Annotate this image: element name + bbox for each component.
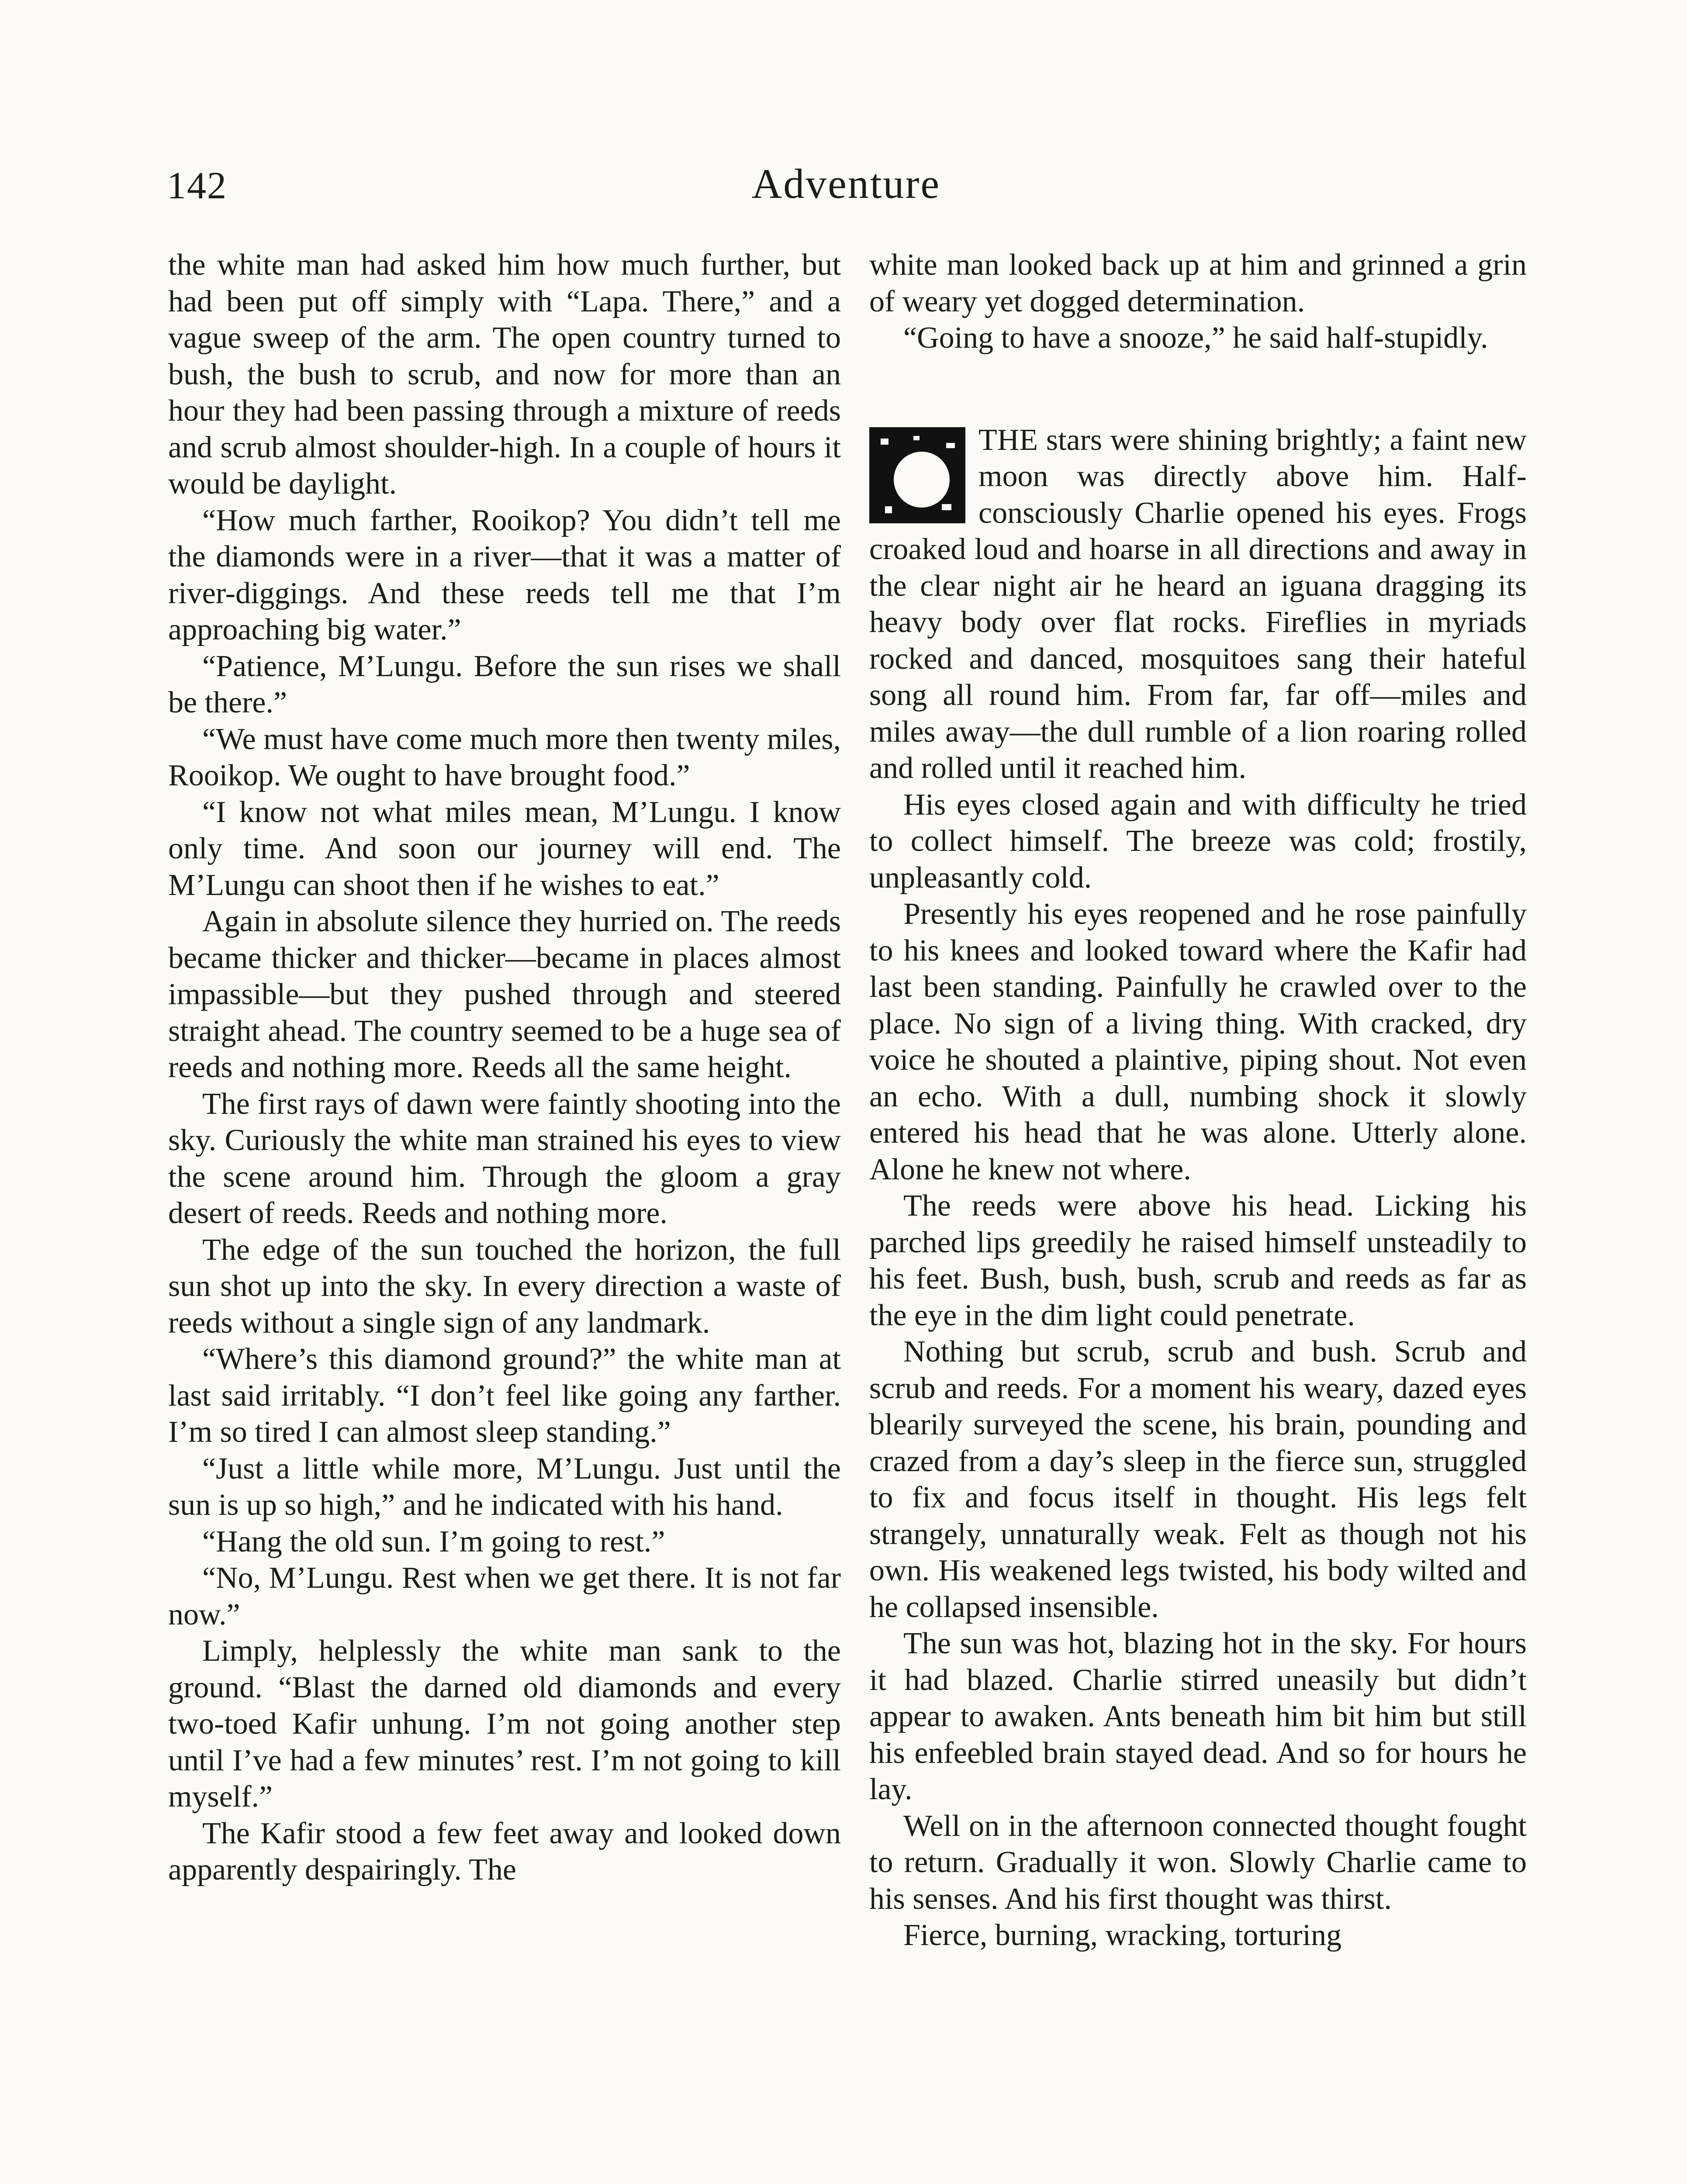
- paragraph: [168, 903, 841, 1086]
- paragraph: [869, 896, 1527, 1188]
- paragraph-text: “No, M’Lungu. Rest when we get there. It is not far now.”: [168, 1561, 841, 1631]
- paragraph: [168, 1086, 841, 1232]
- paragraph: [168, 502, 841, 648]
- page-header: [167, 155, 1525, 221]
- paragraph: [869, 1334, 1527, 1625]
- paragraph-text: Again in absolute silence they hurried on. The reeds became thicker and thicker—became in places almost impassible—but they pushed through and steered straight ahead. The country seemed to be a huge sea of reeds and nothing more. Reeds all the same height.: [168, 905, 841, 1084]
- paragraph: [168, 1633, 841, 1815]
- paragraph: [168, 1451, 841, 1524]
- left-column: [168, 247, 841, 1888]
- paragraph-text: Well on in the afternoon connected thought fought to return. Gradually it won. Slowly Charlie came to his senses. And his first thought was thirst.: [869, 1809, 1527, 1916]
- paragraph-text: The reeds were above his head. Licking his parched lips greedily he raised himself unsteadily to his feet. Bush, bush, bush, scrub and reeds as far as the eye in the dim light could penetrate.: [869, 1189, 1527, 1332]
- paragraph-text: His eyes closed again and with difficulty he tried to collect himself. The breeze was cold; frostily, unpleasantly cold.: [869, 788, 1527, 895]
- page-number: 142: [167, 165, 227, 207]
- paragraph-text: The Kafir stood a few feet away and looked down apparently despairingly. The: [168, 1816, 841, 1887]
- paragraph-text: The edge of the sun touched the horizon, the full sun shot up into the sky. In every direction a waste of reeds without a single sign of any landmark.: [168, 1233, 841, 1340]
- paragraph-text: “Where’s this diamond ground?” the white man at last said irritably. “I don’t feel like going any farther. I’m so tired I can almost sleep standing.”: [168, 1342, 841, 1449]
- paragraph-text: “Patience, M’Lungu. Before the sun rises we shall be there.”: [168, 649, 841, 719]
- paragraph-text: Presently his eyes reopened and he rose painfully to his knees and looked toward where the Kafir had last been standing. Painfully he crawled over to the place. No sign of a living thing. With cracked, dry voice he shouted a plaintive, piping shout. Not even an echo. With a dull, numbing shock it slowly entered his head that he was alone. Utterly alone. Alone he knew not where.: [869, 897, 1527, 1186]
- paragraph: [869, 1808, 1527, 1918]
- paragraph-text: Nothing but scrub, scrub and bush. Scrub and scrub and reeds. For a moment his weary, dazed eyes blearily surveyed the scene, his brain, pounding and crazed from a day’s sleep in the fierce sun, struggled to fix and focus itself in thought. His legs felt strangely, unnaturally weak. Felt as though not his own. His weakened legs twisted, his body wilted and he collapsed insensible.: [869, 1335, 1527, 1624]
- paragraph: [168, 721, 841, 794]
- paragraph-text: “Just a little while more, M’Lungu. Just until the sun is up so high,” and he indicated with his hand.: [168, 1451, 841, 1522]
- paragraph: [869, 1188, 1527, 1334]
- paragraph-text: “Hang the old sun. I’m going to rest.”: [202, 1524, 665, 1559]
- paragraph: [869, 1625, 1527, 1808]
- paragraph: [168, 794, 841, 904]
- paragraph: [168, 1341, 841, 1451]
- paragraph: [168, 1815, 841, 1888]
- paragraph-text: “Going to have a snooze,” he said half-stupidly.: [903, 321, 1488, 355]
- paragraph-text: The first rays of dawn were faintly shooting into the sky. Curiously the white man strained his eyes to view the scene around him. Through the gloom a gray desert of reeds. Reeds and nothing more.: [168, 1087, 841, 1230]
- paragraph-text: THE stars were shining brightly; a faint new moon was directly above him. Half-consciously Charlie opened his eyes. Frogs croaked loud and hoarse in all directions and away in the clear night air he heard an iguana dragging its heavy body over flat rocks. Fireflies in myriads rocked and danced, mosquitoes sang their hateful song all round him. From far, far off—miles and miles away—the dull rumble of a lion roaring rolled and rolled until it reached him.: [869, 423, 1527, 785]
- right-column: [869, 247, 1527, 1954]
- paragraph: [168, 1524, 841, 1560]
- paragraph: [168, 247, 841, 502]
- paragraph-text: Fierce, burning, wracking, torturing: [903, 1918, 1342, 1952]
- ornamental-dropcap-icon: [869, 427, 965, 523]
- paragraph-text: the white man had asked him how much further, but had been put off simply with “Lapa. There,” and a vague sweep of the arm. The open country turned to bush, the bush to scrub, and now for more than an hour they had been passing through a mixture of reeds and scrub almost shoulder-high. In a couple of hours it would be daylight.: [168, 248, 841, 501]
- paragraph-text: Limply, helplessly the white man sank to the ground. “Blast the darned old diamonds and every two-toed Kafir unhung. I’m not going another step until I’ve had a few minutes’ rest. I’m not going to kill myself.”: [168, 1634, 841, 1814]
- running-title: Adventure: [751, 160, 941, 207]
- section-opening-paragraph: [869, 422, 1527, 787]
- paragraph-text: “We must have come much more then twenty miles, Rooikop. We ought to have brought food.”: [168, 722, 841, 792]
- paragraph: [168, 648, 841, 721]
- paragraph-text: The sun was hot, blazing hot in the sky. For hours it had blazed. Charlie stirred uneasily but didn’t appear to awaken. Ants beneath him bit him but still his enfeebled brain stayed dead. And so for hours he lay.: [869, 1627, 1527, 1806]
- paragraph-text: “How much farther, Rooikop? You didn’t tell me the diamonds were in a river—that it was a matter of river-diggings. And these reeds tell me that I’m approaching big water.”: [168, 503, 841, 646]
- paragraph: [869, 320, 1527, 356]
- paragraph: [869, 1917, 1527, 1954]
- paragraph-text: “I know not what miles mean, M’Lungu. I know only time. And soon our journey will end. The M’Lungu can shoot then if he wishes to eat.”: [168, 795, 841, 902]
- paragraph: [869, 247, 1527, 320]
- paragraph: [168, 1560, 841, 1633]
- paragraph: [168, 1232, 841, 1341]
- paragraph-text: white man looked back up at him and grinned a grin of weary yet dogged determination.: [869, 248, 1527, 318]
- paragraph: [869, 787, 1527, 896]
